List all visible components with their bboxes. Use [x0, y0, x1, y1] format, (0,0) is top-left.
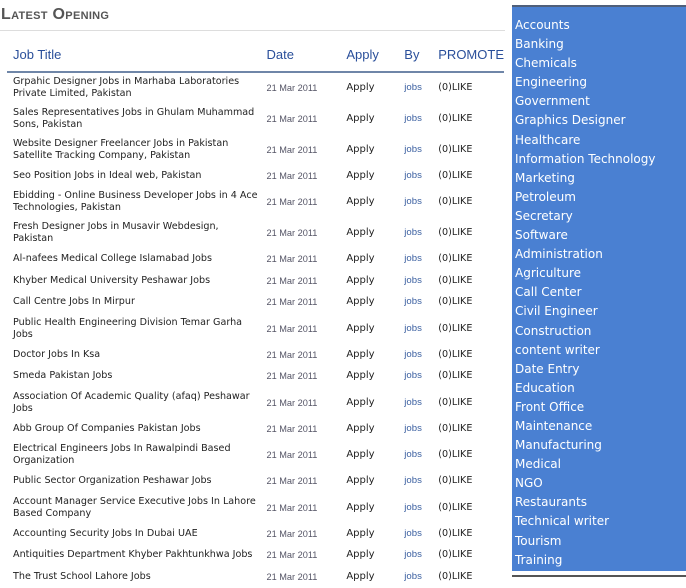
- header-date[interactable]: Date: [260, 40, 340, 72]
- divider: [0, 30, 505, 31]
- like-button[interactable]: (0)LIKE: [438, 370, 473, 382]
- job-date: 21 Mar 2011: [266, 528, 318, 539]
- posted-by-link[interactable]: jobs: [404, 253, 422, 265]
- section-title: Latest Opening: [1, 6, 110, 23]
- posted-by-link[interactable]: jobs: [404, 169, 422, 181]
- job-title-link[interactable]: Electrical Engineers Jobs In Rawalpindi Based Organization: [13, 443, 231, 466]
- apply-link[interactable]: Apply: [346, 143, 375, 155]
- posted-by-link[interactable]: jobs: [404, 370, 422, 382]
- job-date: 21 Mar 2011: [266, 397, 318, 408]
- apply-link[interactable]: Apply: [346, 82, 375, 93]
- job-date: 21 Mar 2011: [266, 254, 318, 265]
- category-link[interactable]: content writer: [515, 342, 600, 357]
- job-title-link[interactable]: Khyber Medical University Peshawar Jobs: [13, 274, 211, 286]
- header-promote[interactable]: PROMOTE: [432, 40, 504, 72]
- category-link[interactable]: Manufacturing: [515, 438, 602, 453]
- job-title-link[interactable]: Ebidding - Online Business Developer Jobs in 4 Ace Technologies, Pakistan: [13, 190, 258, 213]
- like-button[interactable]: (0)LIKE: [438, 570, 473, 582]
- category-link[interactable]: Call Center: [515, 285, 582, 300]
- category-link[interactable]: Maintenance: [515, 418, 593, 433]
- apply-link[interactable]: Apply: [346, 570, 375, 582]
- table-row: [7, 313, 504, 344]
- category-link[interactable]: Education: [515, 380, 575, 395]
- posted-by-link[interactable]: jobs: [404, 549, 422, 561]
- like-button[interactable]: (0)LIKE: [438, 322, 473, 334]
- category-link[interactable]: Tourism: [515, 533, 562, 548]
- table-row: [7, 134, 504, 165]
- job-title-link[interactable]: Smeda Pakistan Jobs: [13, 370, 113, 382]
- like-button[interactable]: (0)LIKE: [438, 501, 473, 513]
- category-link[interactable]: Technical writer: [515, 514, 610, 529]
- job-date: 21 Mar 2011: [266, 323, 318, 334]
- posted-by-link[interactable]: jobs: [404, 322, 422, 334]
- category-link[interactable]: Healthcare: [515, 132, 581, 147]
- job-title-link[interactable]: The Trust School Lahore Jobs: [13, 570, 151, 582]
- posted-by-link[interactable]: jobs: [404, 475, 422, 487]
- like-button[interactable]: (0)LIKE: [438, 396, 473, 408]
- job-date: 21 Mar 2011: [266, 423, 318, 434]
- like-button[interactable]: (0)LIKE: [438, 274, 473, 286]
- posted-by-link[interactable]: jobs: [404, 274, 422, 286]
- job-title-link[interactable]: Abb Group Of Companies Pakistan Jobs: [13, 422, 201, 434]
- category-link[interactable]: Front Office: [515, 399, 585, 414]
- apply-link[interactable]: Apply: [346, 296, 375, 308]
- category-link[interactable]: Date Entry: [515, 361, 580, 376]
- like-button[interactable]: (0)LIKE: [438, 348, 473, 360]
- posted-by-link[interactable]: jobs: [404, 527, 422, 539]
- category-link[interactable]: Medical: [515, 457, 561, 472]
- category-link[interactable]: Secretary: [515, 208, 573, 223]
- posted-by-link[interactable]: jobs: [404, 296, 422, 308]
- table-row: [7, 249, 504, 271]
- apply-link[interactable]: Apply: [346, 422, 375, 434]
- like-button[interactable]: (0)LIKE: [438, 549, 473, 561]
- posted-by-link[interactable]: jobs: [404, 112, 422, 124]
- like-button[interactable]: (0)LIKE: [438, 475, 473, 487]
- like-button[interactable]: (0)LIKE: [438, 196, 473, 207]
- header-by[interactable]: By: [398, 40, 432, 72]
- table-row: [7, 566, 504, 588]
- category-link[interactable]: Petroleum: [515, 189, 576, 204]
- job-date: 21 Mar 2011: [266, 297, 318, 308]
- posted-by-link[interactable]: jobs: [404, 348, 422, 360]
- table-row: [7, 523, 504, 545]
- apply-link[interactable]: Apply: [346, 196, 375, 207]
- table-row: [7, 72, 504, 103]
- job-title-link[interactable]: Seo Position Jobs in Ideal web, Pakistan: [13, 169, 202, 181]
- apply-link[interactable]: Apply: [346, 274, 375, 286]
- category-link[interactable]: NGO: [515, 476, 543, 491]
- apply-link[interactable]: Apply: [346, 549, 375, 561]
- divider: [512, 575, 686, 577]
- job-date: 21 Mar 2011: [266, 349, 318, 360]
- like-button[interactable]: (0)LIKE: [438, 112, 473, 124]
- job-title-link[interactable]: Antiquities Department Khyber Pakhtunkhwa Jobs: [13, 549, 253, 561]
- category-link[interactable]: Software: [515, 228, 568, 243]
- job-title-link[interactable]: Sales Representatives Jobs in Ghulam Muhammad Sons, Pakistan: [13, 106, 255, 130]
- like-button[interactable]: (0)LIKE: [438, 527, 473, 539]
- apply-link[interactable]: Apply: [346, 112, 375, 124]
- category-link[interactable]: Construction: [515, 323, 592, 338]
- job-date: 21 Mar 2011: [266, 113, 318, 124]
- job-date: 21 Mar 2011: [266, 450, 318, 460]
- table-row: [7, 270, 504, 292]
- apply-link[interactable]: Apply: [346, 449, 375, 460]
- posted-by-link[interactable]: jobs: [404, 227, 422, 238]
- apply-link[interactable]: Apply: [346, 322, 375, 334]
- job-date: 21 Mar 2011: [266, 371, 318, 382]
- job-title-link[interactable]: Association Of Academic Quality (afaq) Peshawar Jobs: [13, 390, 250, 414]
- jobs-table: [7, 40, 504, 588]
- like-button[interactable]: (0)LIKE: [438, 296, 473, 308]
- job-date: 21 Mar 2011: [266, 170, 318, 181]
- apply-link[interactable]: Apply: [346, 475, 375, 487]
- job-title-link[interactable]: Accounting Security Jobs In Dubai UAE: [13, 527, 198, 539]
- category-link[interactable]: Agriculture: [515, 266, 581, 281]
- table-row: [7, 418, 504, 440]
- table-row: [7, 218, 504, 249]
- apply-link[interactable]: Apply: [346, 527, 375, 539]
- table-row: [7, 103, 504, 134]
- job-title-link[interactable]: Fresh Designer Jobs in Musavir Webdesign, Pakistan: [13, 221, 219, 244]
- category-link[interactable]: Graphics Designer: [515, 113, 626, 128]
- posted-by-link[interactable]: jobs: [404, 501, 422, 513]
- job-date: 21 Mar 2011: [266, 275, 318, 286]
- job-date: 21 Mar 2011: [266, 83, 318, 93]
- category-link[interactable]: Restaurants: [515, 495, 587, 510]
- table-row: [7, 187, 504, 218]
- table-row: [7, 366, 504, 388]
- job-date: 21 Mar 2011: [266, 571, 318, 582]
- category-link[interactable]: Marketing: [515, 170, 575, 185]
- posted-by-link[interactable]: jobs: [404, 196, 422, 207]
- posted-by-link[interactable]: jobs: [404, 396, 422, 408]
- posted-by-link[interactable]: jobs: [404, 422, 422, 434]
- apply-link[interactable]: Apply: [346, 370, 375, 382]
- posted-by-link[interactable]: jobs: [404, 143, 422, 155]
- job-date: 21 Mar 2011: [266, 228, 318, 238]
- posted-by-link[interactable]: jobs: [404, 570, 422, 582]
- like-button[interactable]: (0)LIKE: [438, 143, 473, 155]
- category-link[interactable]: Accounts: [515, 18, 570, 32]
- apply-link[interactable]: Apply: [346, 396, 375, 408]
- like-button[interactable]: (0)LIKE: [438, 169, 473, 181]
- job-date: 21 Mar 2011: [266, 502, 318, 513]
- header-apply[interactable]: Apply: [340, 40, 398, 72]
- like-button[interactable]: (0)LIKE: [438, 227, 473, 238]
- category-link[interactable]: Training: [515, 552, 563, 567]
- category-link[interactable]: Civil Engineer: [515, 304, 598, 319]
- job-title-link[interactable]: Grpahic Designer Jobs in Marhaba Laboratories Private Limited, Pakistan: [13, 76, 240, 99]
- category-link[interactable]: Administration: [515, 247, 603, 262]
- job-title-link[interactable]: Public Health Engineering Division Temar Garha Jobs: [13, 316, 243, 340]
- apply-link[interactable]: Apply: [346, 253, 375, 265]
- job-title-link[interactable]: Public Sector Organization Peshawar Jobs: [13, 475, 212, 487]
- apply-link[interactable]: Apply: [346, 501, 375, 513]
- category-link[interactable]: Information Technology: [515, 151, 656, 166]
- table-row: [7, 344, 504, 366]
- table-row: [7, 440, 504, 471]
- like-button[interactable]: (0)LIKE: [438, 449, 473, 460]
- jobs-table-container: [7, 40, 504, 588]
- job-date: 21 Mar 2011: [266, 550, 318, 561]
- category-sidebar: [512, 5, 686, 571]
- table-row: [7, 492, 504, 523]
- like-button[interactable]: (0)LIKE: [438, 422, 473, 434]
- job-date: 21 Mar 2011: [266, 476, 318, 487]
- apply-link[interactable]: Apply: [346, 348, 375, 360]
- posted-by-link[interactable]: jobs: [404, 449, 422, 460]
- job-title-link[interactable]: Account Manager Service Executive Jobs In Lahore Based Company: [13, 495, 256, 519]
- category-link[interactable]: Banking: [515, 37, 564, 52]
- job-title-link[interactable]: Doctor Jobs In Ksa: [13, 348, 101, 360]
- posted-by-link[interactable]: jobs: [404, 82, 422, 93]
- job-title-link[interactable]: Al-nafees Medical College Islamabad Jobs: [13, 253, 213, 265]
- apply-link[interactable]: Apply: [346, 169, 375, 181]
- apply-link[interactable]: Apply: [346, 227, 375, 238]
- table-row: [7, 471, 504, 493]
- job-title-link[interactable]: Website Designer Freelancer Jobs in Pakistan Satellite Tracking Company, Pakistan: [13, 137, 229, 161]
- category-link[interactable]: Government: [515, 94, 590, 109]
- job-date: 21 Mar 2011: [266, 144, 318, 155]
- job-date: 21 Mar 2011: [266, 197, 318, 207]
- like-button[interactable]: (0)LIKE: [438, 82, 473, 93]
- header-job-title[interactable]: Job Title: [7, 40, 260, 72]
- category-link[interactable]: Engineering: [515, 75, 587, 90]
- table-row: [7, 165, 504, 187]
- table-row: [7, 387, 504, 418]
- table-row: [7, 545, 504, 567]
- like-button[interactable]: (0)LIKE: [438, 253, 473, 265]
- category-link[interactable]: Chemicals: [515, 56, 577, 71]
- job-title-link[interactable]: Call Centre Jobs In Mirpur: [13, 296, 135, 308]
- table-row: [7, 292, 504, 314]
